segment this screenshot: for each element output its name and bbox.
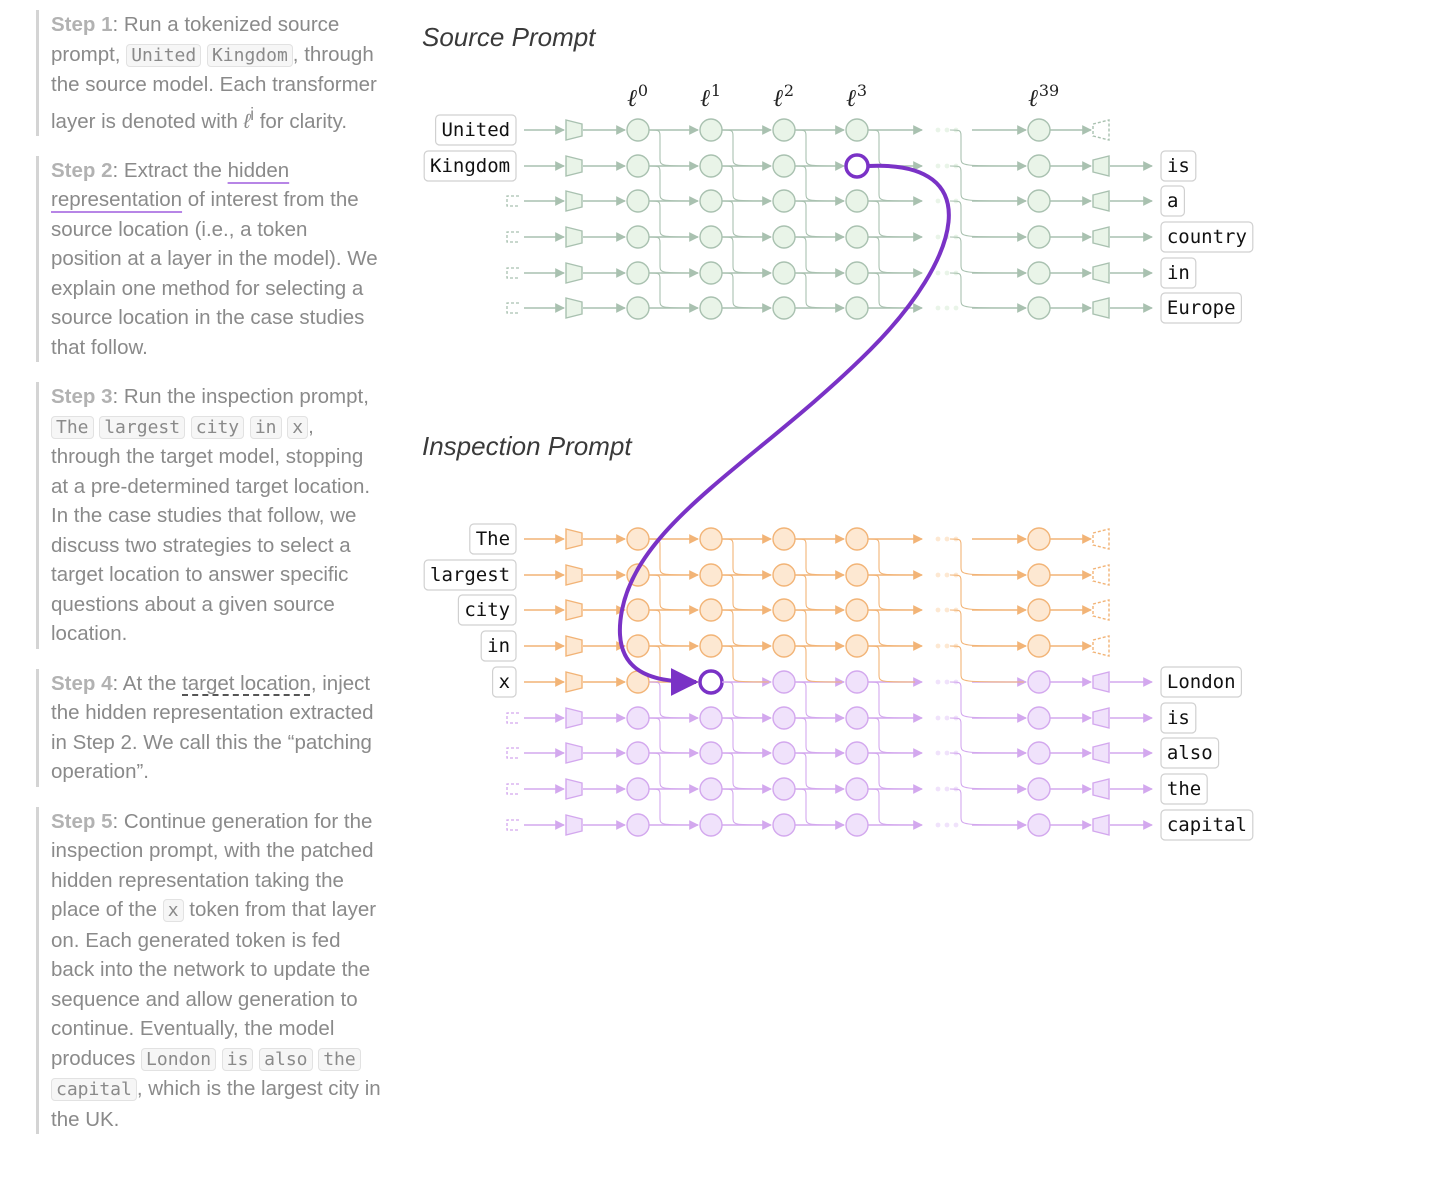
- token-box: [481, 631, 516, 661]
- hidden-state-node: [846, 190, 868, 212]
- token-chip: Kingdom: [207, 44, 293, 67]
- attention-edge: [868, 610, 915, 646]
- hidden-state-node: [773, 814, 795, 836]
- attention-edge: [649, 575, 696, 610]
- token-box: [1161, 667, 1241, 697]
- token-text: largest: [430, 564, 511, 586]
- token-box: [424, 560, 516, 590]
- attention-edge: [950, 539, 1024, 575]
- token-chip: capital: [51, 1078, 137, 1101]
- hidden-state-node: [1028, 119, 1050, 141]
- attention-edge: [649, 789, 696, 825]
- unembedding-block: [1093, 529, 1109, 549]
- attention-edge: [722, 753, 769, 789]
- hidden-state-node: [700, 155, 722, 177]
- token-chip: London: [141, 1048, 216, 1071]
- token-box: [493, 667, 516, 697]
- token-text: is: [1166, 155, 1190, 177]
- attention-edge: [795, 718, 842, 753]
- attention-edge: [722, 166, 769, 201]
- hidden-state-node: [700, 778, 722, 800]
- attention-edge: [722, 201, 769, 237]
- layer-symbol: ℓ: [243, 109, 251, 133]
- layer-label: ℓ: [1028, 84, 1038, 112]
- token-text: United: [441, 119, 511, 141]
- ellipsis-dot: [945, 644, 950, 649]
- embedding-block: [566, 600, 582, 620]
- step-4: Step 4: At the target location, inject the hidden representation extracted in Step 2. We call this the “patching operation”.: [36, 669, 381, 787]
- ellipsis-dot: [936, 608, 941, 613]
- hidden-state-node: [773, 707, 795, 729]
- unembedding-block: [1093, 298, 1109, 318]
- token-text: the: [1166, 778, 1202, 800]
- hidden-state-node: [627, 742, 649, 764]
- hidden-state-node: [1028, 814, 1050, 836]
- embedding-block: [566, 529, 582, 549]
- hidden-state-node: [627, 262, 649, 284]
- hidden-state-node: [627, 190, 649, 212]
- hidden-state-node: [1028, 778, 1050, 800]
- ellipsis-dot: [945, 271, 950, 276]
- source-prompt-heading: Source Prompt: [422, 22, 596, 52]
- embedding-block: [566, 565, 582, 585]
- token-box: [1161, 222, 1253, 252]
- empty-input-stub: [507, 713, 519, 723]
- ellipsis-dot: [936, 199, 941, 204]
- empty-input-stub: [507, 784, 519, 794]
- hidden-state-node: [700, 226, 722, 248]
- attention-edge: [868, 575, 915, 610]
- attention-edge: [950, 718, 1024, 753]
- ellipsis-dot: [945, 787, 950, 792]
- unembedding-block: [1093, 708, 1109, 728]
- attention-edge: [868, 130, 915, 166]
- token-text: Kingdom: [430, 155, 511, 177]
- token-box: [1161, 774, 1207, 804]
- layer-label-superscript: 39: [1038, 81, 1060, 100]
- attention-edge: [868, 646, 915, 682]
- ellipsis-dot: [936, 716, 941, 721]
- ellipsis-dot: [936, 644, 941, 649]
- ellipsis-dot: [945, 537, 950, 542]
- hidden-state-node: [700, 707, 722, 729]
- token-text: in: [487, 635, 511, 657]
- attention-edge: [722, 789, 769, 825]
- hidden-state-node: [1028, 707, 1050, 729]
- ellipsis-dot: [936, 787, 941, 792]
- hidden-state-node: [846, 814, 868, 836]
- attention-edge: [795, 130, 842, 166]
- ellipsis-dot: [945, 128, 950, 133]
- attention-edge: [868, 718, 915, 753]
- attention-edge: [795, 682, 842, 718]
- token-box: [458, 595, 516, 625]
- unembedding-block: [1093, 156, 1109, 176]
- hidden-state-node: [773, 226, 795, 248]
- empty-input-stub: [507, 268, 519, 278]
- step-label: Step 4: [51, 671, 113, 695]
- hidden-state-node: [1028, 564, 1050, 586]
- attention-edge: [649, 130, 696, 166]
- attention-edge: [950, 682, 1024, 718]
- hidden-state-node: [1028, 671, 1050, 693]
- attention-edge: [950, 130, 1024, 166]
- attention-edge: [722, 718, 769, 753]
- attention-edge: [722, 273, 769, 308]
- attention-edge: [795, 539, 842, 575]
- attention-edge: [868, 201, 915, 237]
- hidden-state-node: [627, 635, 649, 657]
- hidden-state-node: [846, 262, 868, 284]
- empty-input-stub: [507, 232, 519, 242]
- ellipsis-dot: [936, 573, 941, 578]
- hidden-state-node: [773, 528, 795, 550]
- unembedding-block: [1093, 227, 1109, 247]
- token-text: The: [475, 528, 511, 550]
- ellipsis-dot: [936, 751, 941, 756]
- attention-edge: [649, 718, 696, 753]
- unembedding-block: [1093, 779, 1109, 799]
- unembedding-block: [1093, 636, 1109, 656]
- target-location-link: target location: [182, 671, 311, 695]
- empty-input-stub: [507, 748, 519, 758]
- attention-edge: [649, 682, 696, 718]
- attention-edge: [722, 237, 769, 273]
- embedding-block: [566, 156, 582, 176]
- attention-edge: [868, 682, 915, 718]
- hidden-state-node: [627, 814, 649, 836]
- token-text: x: [498, 671, 511, 693]
- hidden-state-node: [700, 564, 722, 586]
- token-chip: x: [287, 416, 308, 439]
- unembedding-block: [1093, 600, 1109, 620]
- hidden-representation-link: hidden: [227, 158, 290, 182]
- attention-edge: [868, 753, 915, 789]
- step-5: Step 5: Continue generation for the inspection prompt, with the patched hidden representation taking the place of the x token from that layer on. Each generated token is fed back into the network to update the sequence and allow generation to continue. Eventually, the model produces London is also the capital , which is the largest city in the UK.: [36, 807, 381, 1135]
- step-label: Step 5: [51, 809, 113, 833]
- token-chip: is: [222, 1048, 254, 1071]
- hidden-state-node: [773, 635, 795, 657]
- attention-edge: [950, 273, 1024, 308]
- source-node-highlight: [846, 155, 868, 177]
- hidden-state-node: [773, 671, 795, 693]
- hidden-state-node: [773, 778, 795, 800]
- hidden-state-node: [846, 119, 868, 141]
- attention-edge: [649, 273, 696, 308]
- hidden-state-node: [846, 671, 868, 693]
- hidden-state-node: [1028, 635, 1050, 657]
- ellipsis-dot: [945, 716, 950, 721]
- unembedding-block: [1093, 743, 1109, 763]
- token-text: Europe: [1166, 297, 1236, 319]
- ellipsis-dot: [945, 823, 950, 828]
- attention-edge: [795, 789, 842, 825]
- embedding-block: [566, 120, 582, 140]
- ellipsis-dot: [936, 306, 941, 311]
- unembedding-block: [1093, 263, 1109, 283]
- token-box: [436, 115, 516, 145]
- attention-edge: [950, 789, 1024, 825]
- layer-label: ℓ: [700, 84, 710, 112]
- hidden-state-node: [773, 742, 795, 764]
- hidden-state-node: [627, 599, 649, 621]
- unembedding-block: [1093, 565, 1109, 585]
- attention-edge: [722, 682, 769, 718]
- token-box: [1161, 151, 1196, 181]
- token-box: [1161, 738, 1219, 768]
- unembedding-block: [1093, 191, 1109, 211]
- hidden-state-node: [627, 226, 649, 248]
- empty-input-stub: [507, 196, 519, 206]
- hidden-state-node: [700, 742, 722, 764]
- step-2: Step 2: Extract the hidden representation of interest from the source location (i.e., a token position at a layer in the model). We explain one method for selecting a source location in the case studies that follow.: [36, 156, 381, 363]
- hidden-state-node: [773, 155, 795, 177]
- ellipsis-dot: [954, 823, 959, 828]
- token-chip: city: [191, 416, 244, 439]
- empty-input-stub: [507, 820, 519, 830]
- ellipsis-dot: [954, 306, 959, 311]
- attention-edge: [649, 753, 696, 789]
- hidden-state-node: [700, 297, 722, 319]
- embedding-block: [566, 743, 582, 763]
- ellipsis-dot: [945, 680, 950, 685]
- hidden-state-node: [846, 599, 868, 621]
- hidden-state-node: [1028, 226, 1050, 248]
- hidden-state-node: [773, 119, 795, 141]
- hidden-state-node: [700, 814, 722, 836]
- token-box: [1161, 703, 1196, 733]
- attention-edge: [868, 539, 915, 575]
- embedding-block: [566, 815, 582, 835]
- ellipsis-dot: [936, 537, 941, 542]
- unembedding-block: [1093, 672, 1109, 692]
- ellipsis-dot: [936, 164, 941, 169]
- hidden-state-node: [1028, 190, 1050, 212]
- step-label: Step 1: [51, 13, 113, 36]
- hidden-state-node: [773, 297, 795, 319]
- ellipsis-dot: [945, 573, 950, 578]
- hidden-state-node: [773, 599, 795, 621]
- hidden-state-node: [773, 262, 795, 284]
- layer-label: ℓ: [627, 84, 637, 112]
- hidden-state-node: [627, 528, 649, 550]
- token-text: is: [1166, 707, 1190, 729]
- embedding-block: [566, 263, 582, 283]
- embedding-block: [566, 298, 582, 318]
- hidden-state-node: [846, 564, 868, 586]
- hidden-state-node: [1028, 599, 1050, 621]
- attention-edge: [795, 575, 842, 610]
- token-box: [1161, 186, 1184, 216]
- token-text: a: [1166, 190, 1179, 212]
- attention-edge: [795, 166, 842, 201]
- ellipsis-dot: [936, 823, 941, 828]
- ellipsis-dot: [936, 271, 941, 276]
- attention-edge: [795, 201, 842, 237]
- hidden-state-node: [627, 297, 649, 319]
- hidden-state-node: [1028, 297, 1050, 319]
- hidden-state-node: [700, 528, 722, 550]
- attention-edge: [722, 539, 769, 575]
- hidden-state-node: [700, 635, 722, 657]
- unembedding-block: [1093, 815, 1109, 835]
- hidden-representation-link: representation: [51, 188, 183, 212]
- attention-edge: [868, 273, 915, 308]
- token-text: country: [1166, 226, 1247, 248]
- attention-edge: [795, 237, 842, 273]
- attention-edge: [795, 273, 842, 308]
- hidden-state-node: [846, 707, 868, 729]
- ellipsis-dot: [945, 164, 950, 169]
- empty-input-stub: [507, 303, 519, 313]
- token-text: city: [464, 599, 511, 621]
- hidden-state-node: [700, 119, 722, 141]
- attention-edge: [649, 610, 696, 646]
- patched-node: [700, 671, 722, 693]
- ellipsis-dot: [936, 235, 941, 240]
- attention-edge: [795, 610, 842, 646]
- token-box: [1161, 258, 1196, 288]
- token-text: London: [1166, 671, 1236, 693]
- hidden-state-node: [1028, 155, 1050, 177]
- step-3: Step 3: Run the inspection prompt, The largest city in x , through the target model, stopping at a pre-determined target location. In the case studies that follow, we discuss two strategies to select a target location to answer specific questions about a given source location.: [36, 382, 381, 649]
- ellipsis-dot: [945, 751, 950, 756]
- attention-edge: [950, 753, 1024, 789]
- token-chip: The: [51, 416, 94, 439]
- embedding-block: [566, 191, 582, 211]
- unembedding-block: [1093, 120, 1109, 140]
- hidden-state-node: [846, 742, 868, 764]
- token-chip: also: [259, 1048, 312, 1071]
- hidden-state-node: [846, 635, 868, 657]
- step-label: Step 3: [51, 385, 113, 409]
- attention-edge: [649, 166, 696, 201]
- hidden-state-node: [846, 226, 868, 248]
- embedding-block: [566, 708, 582, 728]
- attention-edge: [649, 237, 696, 273]
- attention-edge: [649, 201, 696, 237]
- hidden-state-node: [1028, 742, 1050, 764]
- token-box: [470, 524, 516, 554]
- token-chip: the: [318, 1048, 361, 1071]
- ellipsis-dot: [945, 608, 950, 613]
- hidden-state-node: [627, 707, 649, 729]
- ellipsis-dot: [936, 680, 941, 685]
- step-1: Step 1: Run a tokenized source prompt, United Kingdom , through the source model. Each transformer layer is denoted with ℓ$^i$ for clarity.: [36, 10, 381, 136]
- token-box: [424, 151, 516, 181]
- attention-edge: [868, 166, 915, 201]
- hidden-state-node: [627, 119, 649, 141]
- hidden-state-node: [1028, 528, 1050, 550]
- token-box: [1161, 293, 1241, 323]
- attention-edge: [868, 237, 915, 273]
- attention-edge: [795, 646, 842, 682]
- attention-edge: [950, 610, 1024, 646]
- layer-label: ℓ: [846, 84, 856, 112]
- layer-label-superscript: 3: [856, 81, 868, 100]
- token-chip: x: [163, 899, 184, 922]
- hidden-state-node: [846, 778, 868, 800]
- layer-label-superscript: 2: [783, 81, 795, 100]
- token-text: capital: [1166, 814, 1247, 836]
- hidden-state-node: [700, 262, 722, 284]
- embedding-block: [566, 227, 582, 247]
- hidden-state-node: [700, 599, 722, 621]
- attention-edge: [722, 130, 769, 166]
- embedding-block: [566, 636, 582, 656]
- attention-edge: [950, 646, 1024, 682]
- layer-label-superscript: 1: [710, 81, 722, 100]
- embedding-block: [566, 779, 582, 799]
- attention-edge: [868, 789, 915, 825]
- embedding-block: [566, 672, 582, 692]
- token-chip: in: [250, 416, 282, 439]
- hidden-state-node: [627, 778, 649, 800]
- attention-edge: [722, 610, 769, 646]
- attention-edge: [950, 575, 1024, 610]
- step-label: Step 2: [51, 158, 113, 182]
- ellipsis-dot: [936, 128, 941, 133]
- ellipsis-dot: [945, 306, 950, 311]
- token-text: in: [1166, 262, 1190, 284]
- token-chip: United: [126, 44, 201, 67]
- hidden-state-node: [627, 155, 649, 177]
- layer-label-superscript: 0: [637, 81, 649, 100]
- hidden-state-node: [846, 297, 868, 319]
- hidden-state-node: [773, 564, 795, 586]
- attention-edge: [795, 753, 842, 789]
- inspection-prompt-heading: Inspection Prompt: [422, 431, 632, 461]
- hidden-state-node: [700, 190, 722, 212]
- hidden-state-node: [1028, 262, 1050, 284]
- token-chip: largest: [99, 416, 185, 439]
- token-text: also: [1166, 742, 1213, 764]
- layer-label: ℓ: [773, 84, 783, 112]
- hidden-state-node: [773, 190, 795, 212]
- attention-edge: [722, 575, 769, 610]
- attention-edge: [950, 201, 1024, 237]
- attention-edge: [722, 646, 769, 682]
- attention-edge: [950, 166, 1024, 201]
- token-box: [1161, 810, 1253, 840]
- attention-edge: [950, 237, 1024, 273]
- hidden-state-node: [846, 528, 868, 550]
